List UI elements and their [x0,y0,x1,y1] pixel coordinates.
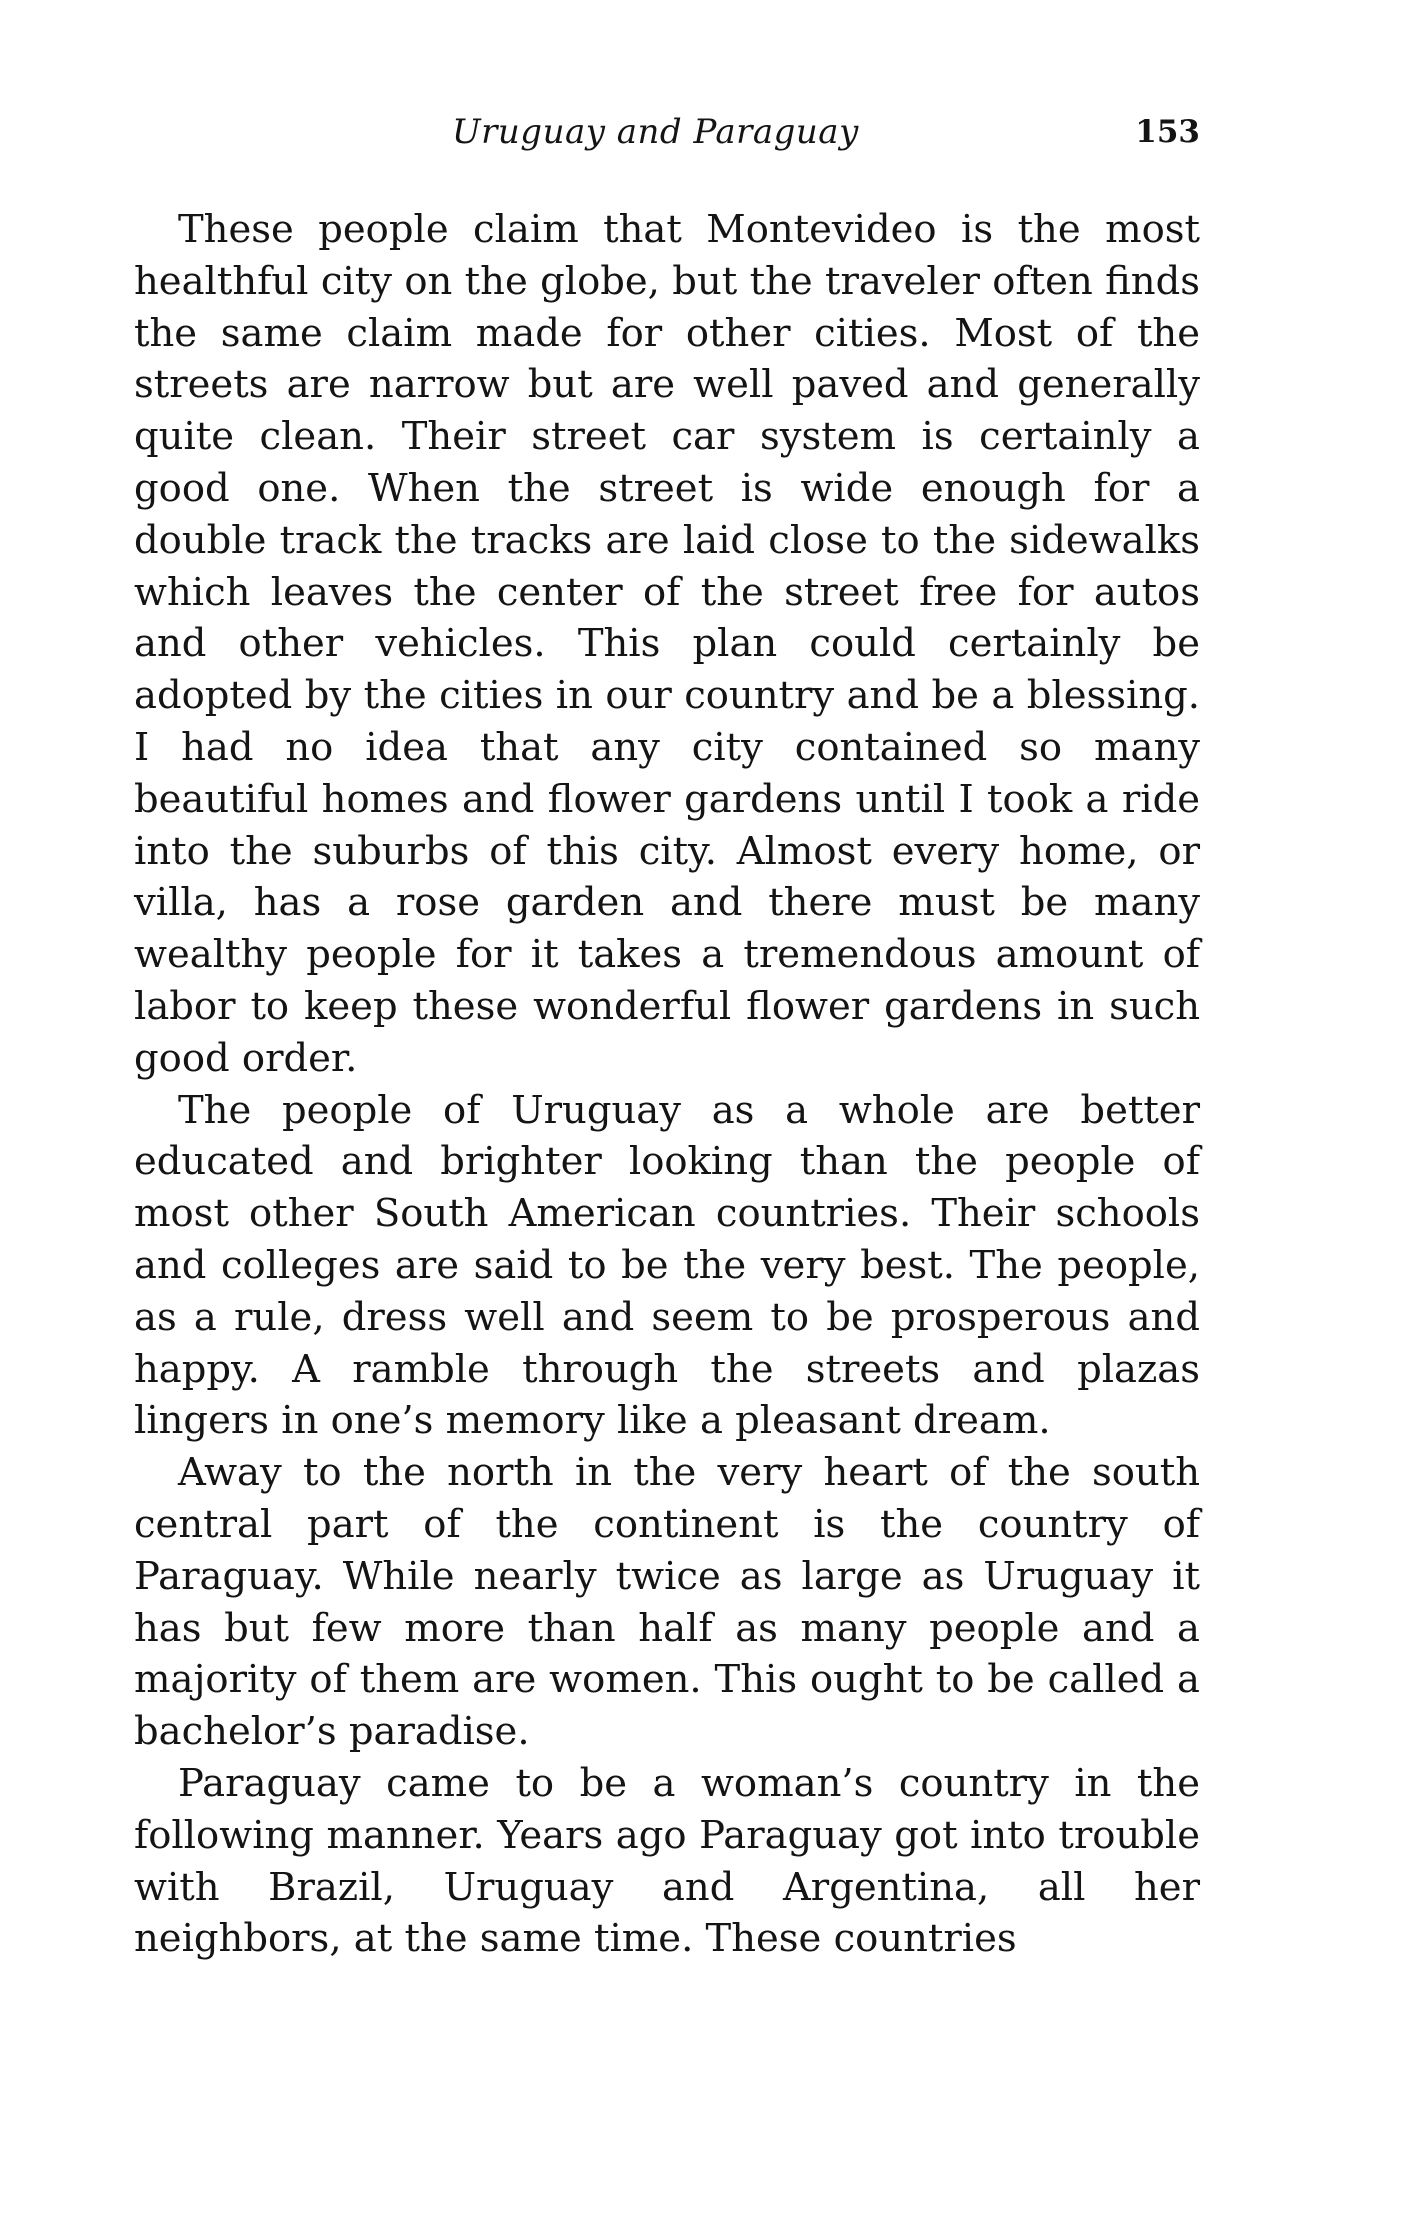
running-header [134,107,1200,157]
running-title: Uruguay and Paraguay [452,112,859,152]
body-text [134,204,1200,1965]
paragraph-paraguay-intro: Away to the north in the very heart of the south central part of the continent is the country of Paraguay. While nearly twice as large as Uruguay it has but few more than half as many people and a majority of them are women. This ought to be called a bachelor’s paradise. [134,1450,1200,1755]
page-number: 153 [1135,114,1200,150]
paragraph-montevideo-health: These people claim that Montevideo is the most healthful city on the globe, but the traveler often finds the same claim made for other cities. Most of the streets are narrow but are well paved and generally quite clean. Their street car system is certainly a good one. When the street is wide enough for a double track the tracks are laid close to the sidewalks which leaves the center of the street free for autos and other vehicles. This plan could certainly be adopted by the cities in our country and be a blessing. I had no idea that any city contained so many beautiful homes and flower gardens until I took a ride into the suburbs of this city. Almost every home, or villa, has a rose garden and there must be many wealthy people for it takes a tremendous amount of labor to keep these wonderful flower gardens in such good order. [134,207,1200,1081]
paragraph-paraguay-history: Paraguay came to be a woman’s country in the following manner. Years ago Paraguay got into trouble with Brazil, Uruguay and Argentina, all her neighbors, at the same time. These countries [134,1760,1200,1962]
paragraph-uruguay-people: The people of Uruguay as a whole are better educated and brighter looking than the people of most other South American countries. Their schools and colleges are said to be the very best. The people, as a rule, dress well and seem to be prosperous and happy. A ramble through the streets and plazas lingers in one’s memory like a pleasant dream. [134,1087,1200,1444]
